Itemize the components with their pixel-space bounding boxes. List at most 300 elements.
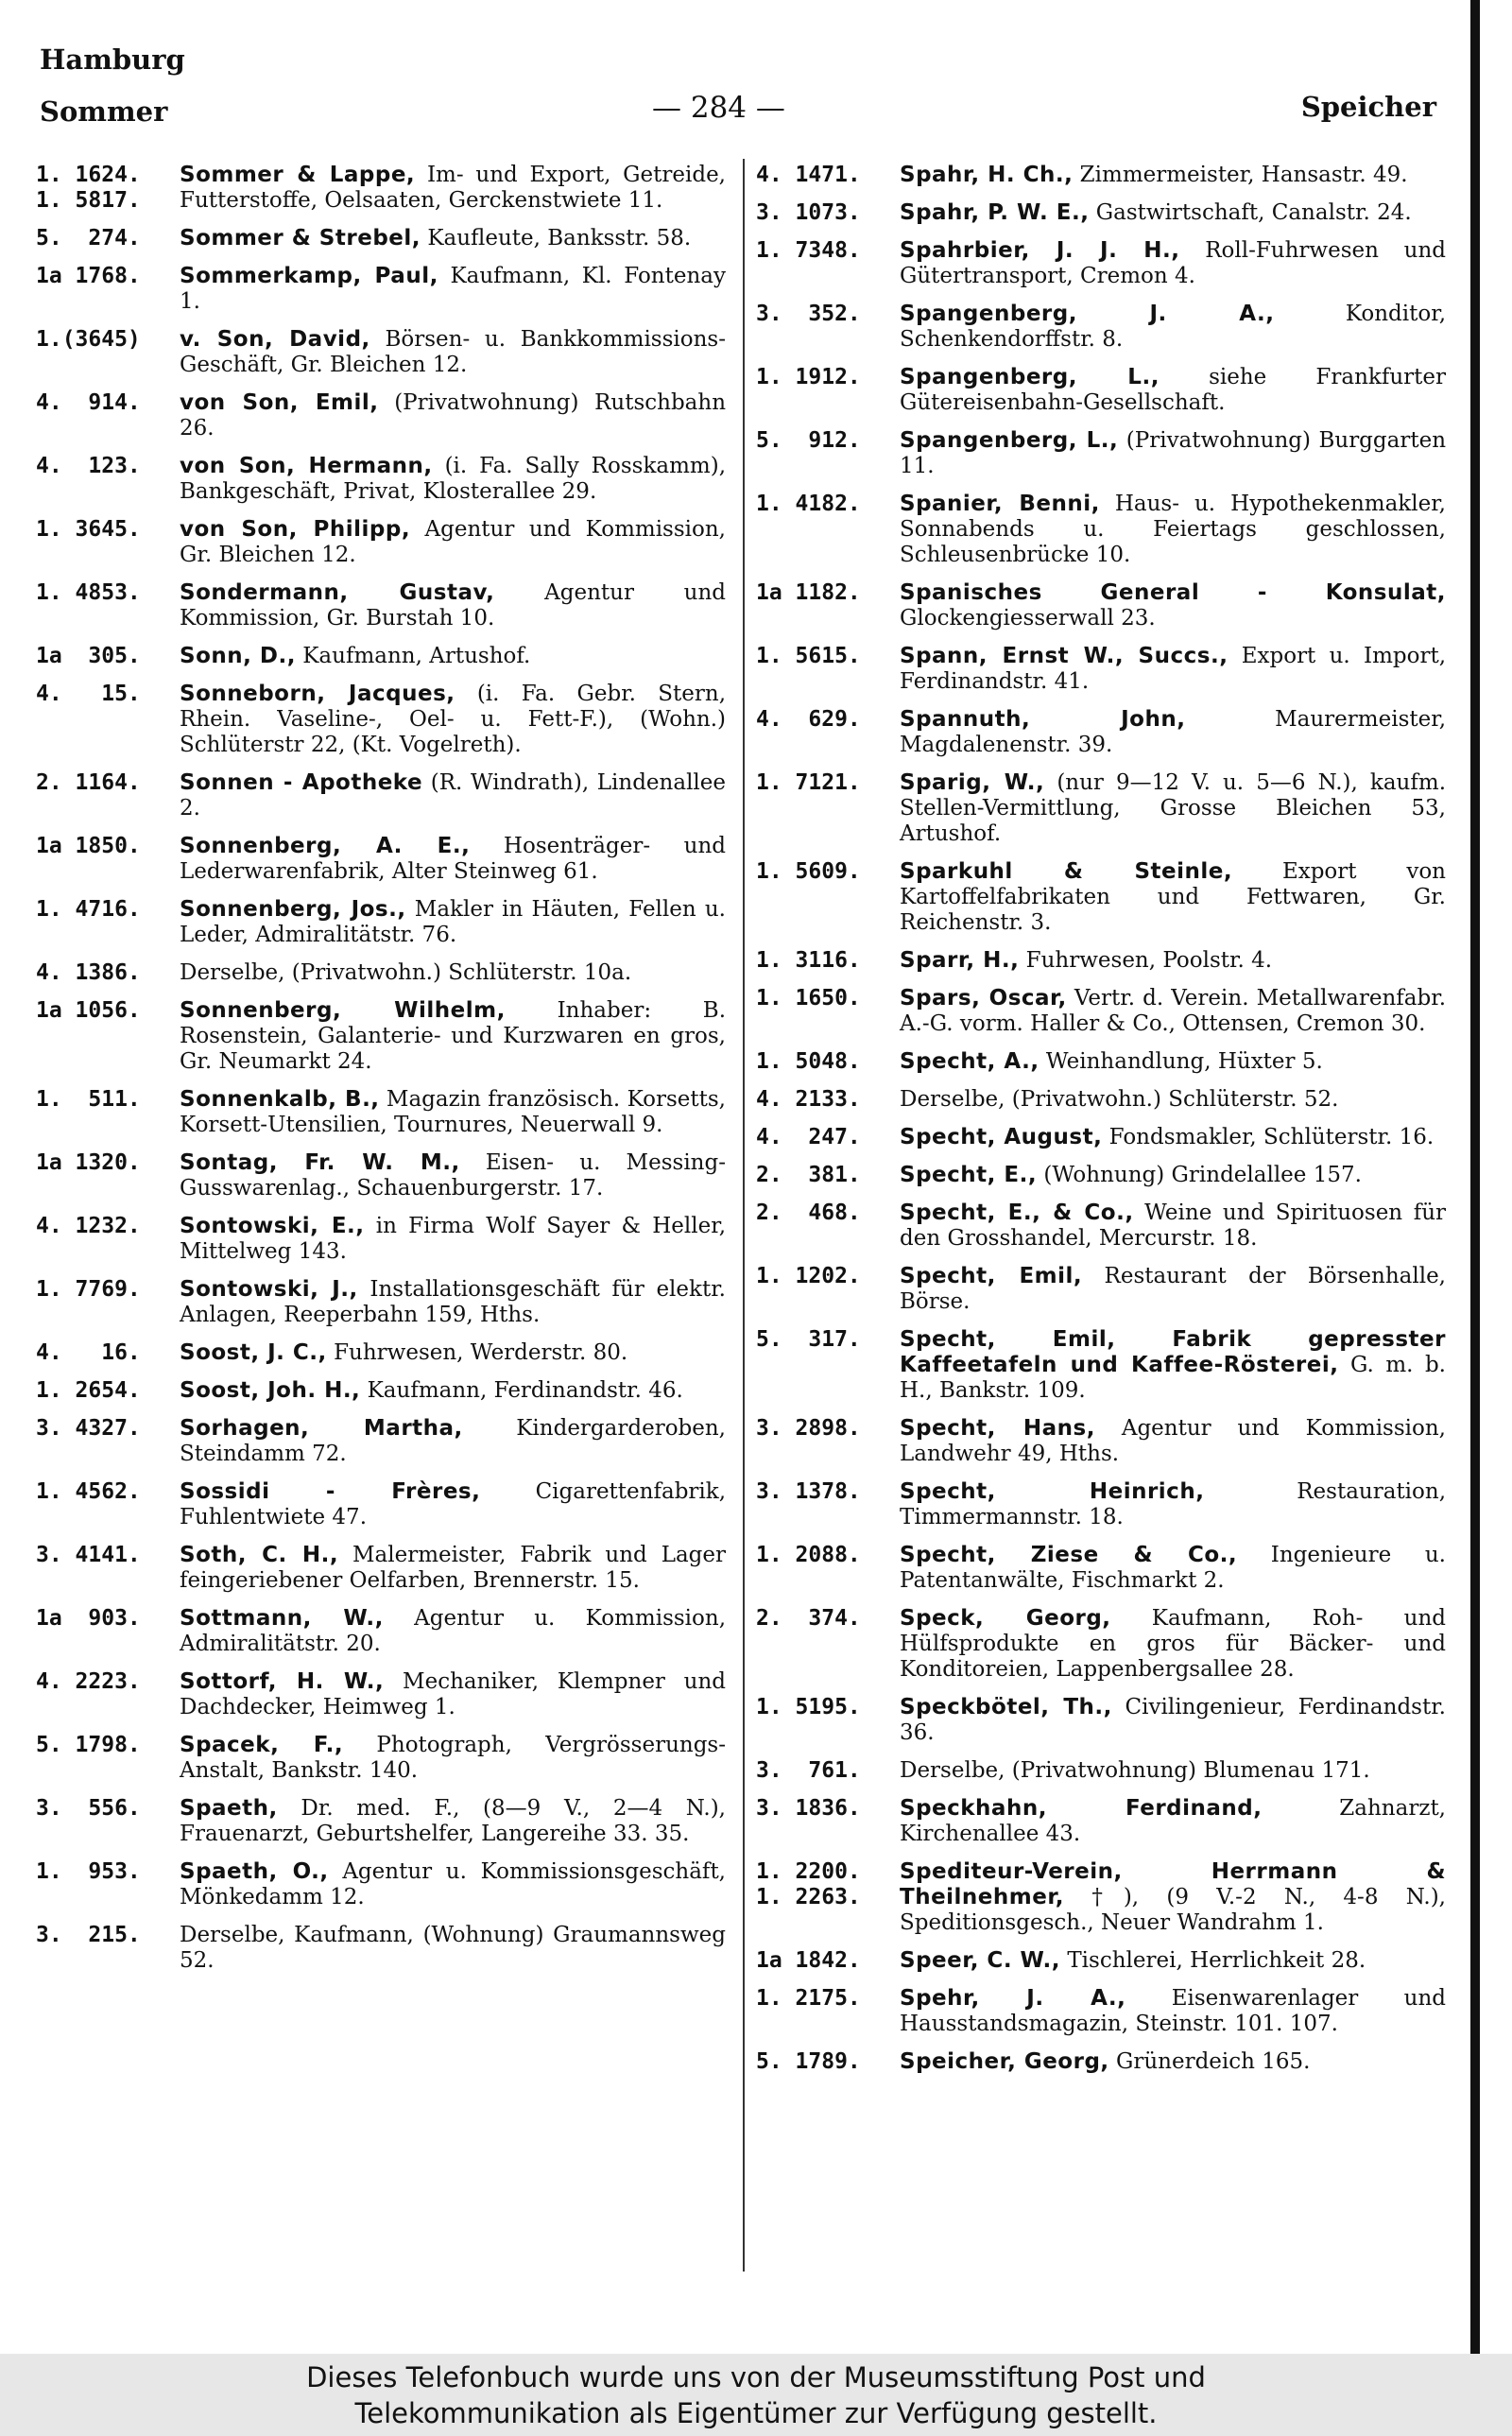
subscriber-name: Spangenberg, L., [900, 365, 1160, 389]
subscriber-details: Magazin französisch. Korsetts, Korsett-Utensilien, Tournures, Neuerwall 9. [180, 1087, 726, 1137]
subscriber-name: Sonnenkalb, B., [180, 1087, 380, 1112]
phone-number: 1. 4562. [36, 1479, 141, 1504]
directory-entry [756, 238, 1446, 289]
directory-entry [36, 834, 726, 885]
subscriber-name: Spann, Ernst W., Succs., [900, 644, 1228, 668]
directory-entry [756, 770, 1446, 847]
subscriber-name: von Son, Emil, [180, 390, 379, 415]
phone-number: 4. 123. [36, 454, 141, 478]
subscriber-details: †), (9 V.-2 N., 4-8 N.), Speditionsgesch., Neuer Wandrahm 1. [900, 1885, 1446, 1935]
directory-entry [36, 454, 726, 505]
entry-text [180, 998, 726, 1075]
directory-entry [756, 428, 1446, 479]
directory-entry [36, 327, 726, 378]
subscriber-details: Ingenieure u. Patentanwälte, Fischmarkt 2. [900, 1543, 1446, 1593]
phone-number: 1. 5048. [756, 1049, 861, 1074]
directory-entry [756, 1163, 1446, 1188]
phone-number: 1a 1842. [756, 1948, 861, 1973]
range-end-heading: Speicher [1300, 91, 1436, 123]
subscriber-details: Export von Kartoffelfabrikaten und Fettwaren, Gr. Reichenstr. 3. [900, 859, 1446, 935]
subscriber-name: Sonn, D., [180, 644, 296, 668]
entry-text [900, 1163, 1446, 1188]
entry-text [900, 948, 1446, 974]
subscriber-details: Grünerdeich 165. [1115, 2049, 1311, 2074]
directory-entry [36, 1669, 726, 1720]
range-start-heading: Sommer [40, 95, 168, 128]
subscriber-name: Speckhahn, Ferdinand, [900, 1796, 1263, 1821]
entry-text [180, 770, 726, 821]
phone-number: 1. 1650. [756, 986, 861, 1011]
phone-number: 3. 1073. [756, 200, 861, 225]
subscriber-details: Export u. Import, Ferdinandstr. 41. [900, 644, 1447, 694]
directory-entry [36, 1606, 726, 1657]
directory-entry [36, 682, 726, 758]
subscriber-name: Specht, Ziese & Co., [900, 1543, 1238, 1567]
entry-text [900, 1049, 1446, 1075]
entry-text [900, 770, 1446, 847]
subscriber-name: Specht, Hans, [900, 1416, 1095, 1441]
directory-entry [756, 1695, 1446, 1746]
entry-text [180, 1669, 726, 1720]
directory-entry [36, 390, 726, 441]
subscriber-name: Spahr, H. Ch., [900, 163, 1074, 187]
subscriber-name: Specht, A., [900, 1049, 1040, 1074]
phone-number: 1. 1624. 1. 5817. [36, 163, 141, 213]
entry-text [900, 1948, 1446, 1974]
phone-number: 1. 4716. [36, 897, 141, 922]
subscriber-details: Dr. med. F., (8—9 V., 2—4 N.), Frauenarzt, Geburtshelfer, Langereihe 33. 35. [180, 1796, 726, 1846]
directory-entry [36, 770, 726, 821]
subscriber-details: in Firma Wolf Sayer & Heller, Mittelweg 143. [180, 1214, 726, 1264]
subscriber-name: von Son, Hermann, [180, 454, 433, 478]
directory-entry [36, 1340, 726, 1366]
subscriber-details: Civilingenieur, Ferdinandstr. 36. [900, 1695, 1446, 1745]
directory-entry [756, 1416, 1446, 1467]
subscriber-name: Spanisches General - Konsulat, [900, 580, 1446, 605]
entry-text [900, 200, 1446, 226]
scan-page-edge [1470, 0, 1480, 2354]
phone-number: 3. 1378. [756, 1479, 861, 1504]
directory-entry [756, 1796, 1446, 1847]
subscriber-name: Sonnenberg, Wilhelm, [180, 998, 506, 1023]
entry-text [900, 1859, 1446, 1936]
city-heading: Hamburg [40, 43, 185, 76]
directory-entry [36, 1923, 726, 1974]
directory-entry [36, 1214, 726, 1265]
subscriber-name: Specht, Emil, Fabrik gepresster Kaffeetafeln und Kaffee-Rösterei, [900, 1327, 1446, 1377]
phone-number: 3. 2898. [756, 1416, 861, 1441]
phone-number: 4. 2223. [36, 1669, 141, 1694]
entry-text [900, 1087, 1446, 1113]
entry-text [900, 1758, 1446, 1784]
entry-text [180, 960, 726, 986]
subscriber-details: Kaufmann, Ferdinandstr. 46. [367, 1378, 683, 1403]
entry-text [900, 428, 1446, 479]
phone-number: 1. 5195. [756, 1695, 861, 1719]
entry-text [180, 1416, 726, 1467]
subscriber-details: Agentur und Kommission, Gr. Bleichen 12. [180, 517, 726, 567]
directory-entry [36, 1796, 726, 1847]
entry-text [180, 264, 726, 315]
subscriber-details: Cigarettenfabrik, Fuhlentwiete 47. [180, 1479, 727, 1529]
subscriber-details: Inhaber: B. Rosenstein, Galanterie- und Kurzwaren en gros, Gr. Neumarkt 24. [180, 998, 727, 1074]
entry-text [180, 517, 726, 568]
phone-number: 1a 1768. [36, 264, 141, 288]
entry-text [180, 834, 726, 885]
entry-text [180, 1859, 726, 1910]
phone-number: 1a 1320. [36, 1150, 141, 1175]
directory-entry [756, 644, 1446, 695]
phone-number: 3. 4327. [36, 1416, 141, 1441]
subscriber-details: Kaufmann, Kl. Fontenay 1. [180, 264, 726, 314]
subscriber-name: Spahrbier, J. J. H., [900, 238, 1180, 263]
entry-text [900, 1264, 1446, 1315]
subscriber-name: Specht, August, [900, 1125, 1103, 1149]
entry-text [180, 682, 726, 758]
subscriber-details: Börsen- u. Bankkommissions-Geschäft, Gr. Bleichen 12. [180, 327, 727, 377]
phone-number: 1. 953. [36, 1859, 141, 1884]
phone-number: 4. 247. [756, 1125, 861, 1149]
footer-line-2: Telekommunikation als Eigentümer zur Verfügung gestellt. [354, 2397, 1158, 2429]
subscriber-name: Spediteur-Verein, Herrmann & Theilnehmer, [900, 1859, 1446, 1909]
subscriber-details: Kaufleute, Banksstr. 58. [427, 226, 692, 251]
subscriber-name: Sommer & Strebel, [180, 226, 421, 251]
subscriber-details: Restaurant der Börsenhalle, Börse. [900, 1264, 1446, 1314]
phone-number: 2. 374. [756, 1606, 861, 1631]
subscriber-details: Gastwirtschaft, Canalstr. 24. [1095, 200, 1412, 225]
subscriber-details: Photograph, Vergrösserungs-Anstalt, Bankstr. 140. [180, 1733, 726, 1783]
subscriber-details: Kaufmann, Roh- und Hülfsprodukte en gros für Bäcker- und Konditoreien, Lappenbergsallee 28. [900, 1606, 1447, 1682]
entry-text [180, 1277, 726, 1328]
phone-number: 3. 4141. [36, 1543, 141, 1567]
phone-number: 1. 5615. [756, 644, 861, 668]
subscriber-details: Roll-Fuhrwesen und Gütertransport, Cremon 4. [900, 238, 1447, 288]
entry-text [180, 390, 726, 441]
subscriber-details: Konditor, Schenkendorffstr. 8. [900, 302, 1447, 352]
entry-text [900, 365, 1446, 416]
directory-entry [36, 1378, 726, 1404]
directory-entry [756, 1758, 1446, 1784]
phone-number: 4. 629. [756, 707, 861, 732]
subscriber-details: (nur 9—12 V. u. 5—6 N.), kaufm. Stellen-Vermittlung, Grosse Bleichen 53, Artushof. [900, 770, 1446, 846]
subscriber-name: Speckbötel, Th., [900, 1695, 1112, 1719]
subscriber-name: Spannuth, John, [900, 707, 1186, 732]
phone-number: 1. 7769. [36, 1277, 141, 1302]
phone-number: 1. 2200. 1. 2263. [756, 1859, 861, 1909]
subscriber-details: Eisen- u. Messing-Gusswarenlag., Schauenburgerstr. 17. [180, 1150, 726, 1201]
subscriber-name: Speicher, Georg, [900, 2049, 1109, 2074]
subscriber-details: Vertr. d. Verein. Metallwarenfabr. A.-G. vorm. Haller & Co., Ottensen, Cremon 30. [900, 986, 1447, 1036]
subscriber-name: Spahr, P. W. E., [900, 200, 1090, 225]
subscriber-details: Agentur und Kommission, Landwehr 49, Hths. [900, 1416, 1446, 1466]
subscriber-details: Derselbe, (Privatwohn.) Schlüterstr. 10a. [180, 960, 632, 985]
entry-text [180, 1479, 726, 1530]
entry-text [900, 2049, 1446, 2075]
subscriber-name: Spaeth, O., [180, 1859, 329, 1884]
entry-text [180, 897, 726, 948]
phone-number: 1. 3645. [36, 517, 141, 542]
subscriber-name: Spacek, F., [180, 1733, 344, 1757]
subscriber-details: Restauration, Timmermannstr. 18. [900, 1479, 1447, 1529]
subscriber-name: Sparkuhl & Steinle, [900, 859, 1233, 884]
phone-number: 1. 511. [36, 1087, 141, 1112]
subscriber-details: Haus- u. Hypothekenmakler, Sonnabends u. Feiertags geschlossen, Schleusenbrücke 10. [900, 492, 1446, 567]
phone-number: 1. 2175. [756, 1986, 861, 2011]
subscriber-name: Sontowski, E., [180, 1214, 365, 1238]
phone-number: 1.(3645) [36, 327, 141, 352]
directory-entry [756, 163, 1446, 188]
entry-text [900, 1125, 1446, 1150]
subscriber-name: Sonnenberg, Jos., [180, 897, 406, 922]
entry-text [900, 1796, 1446, 1847]
directory-entry [756, 365, 1446, 416]
phone-number: 5. 317. [756, 1327, 861, 1352]
phone-number: 3. 761. [756, 1758, 861, 1783]
entry-text [180, 1796, 726, 1847]
subscriber-name: Speck, Georg, [900, 1606, 1111, 1631]
subscriber-details: Weine und Spirituosen für den Grosshandel, Mercurstr. 18. [900, 1201, 1447, 1251]
directory-entry [36, 1416, 726, 1467]
phone-number: 3. 1836. [756, 1796, 861, 1821]
subscriber-details: Malermeister, Fabrik und Lager feingeriebener Oelfarben, Brennerstr. 15. [180, 1543, 727, 1593]
subscriber-details: Im- und Export, Getreide, Futterstoffe, Oelsaaten, Gerckenstwiete 11. [180, 163, 726, 213]
entry-text [900, 492, 1446, 568]
subscriber-name: Soost, Joh. H., [180, 1378, 361, 1403]
subscriber-name: Sontowski, J., [180, 1277, 358, 1302]
subscriber-details: G. m. b. H., Bankstr. 109. [900, 1353, 1446, 1403]
directory-entry [36, 1733, 726, 1784]
subscriber-name: Soost, J. C., [180, 1340, 327, 1365]
directory-entry [36, 163, 726, 214]
subscriber-name: Sonnen - Apotheke [180, 770, 423, 795]
directory-entry [756, 1479, 1446, 1530]
phone-number: 1a 305. [36, 644, 141, 668]
subscriber-name: Sonneborn, Jacques, [180, 682, 455, 706]
entry-text [180, 1214, 726, 1265]
subscriber-name: Sparr, H., [900, 948, 1020, 973]
subscriber-details: (R. Windrath), Lindenallee 2. [180, 770, 727, 821]
subscriber-details: (Wohnung) Grindelallee 157. [1043, 1163, 1362, 1187]
directory-entry [36, 517, 726, 568]
subscriber-details: Makler in Häuten, Fellen u. Leder, Admiralitätstr. 76. [180, 897, 726, 947]
phone-number: 5. 274. [36, 226, 141, 251]
footer-notice [0, 2354, 1512, 2436]
phone-number: 3. 215. [36, 1923, 141, 1947]
phone-number: 4. 16. [36, 1340, 141, 1365]
phone-number: 4. 914. [36, 390, 141, 415]
directory-entry [36, 264, 726, 315]
subscriber-name: Spars, Oscar, [900, 986, 1067, 1011]
phone-number: 1. 7121. [756, 770, 861, 795]
directory-entry [36, 1277, 726, 1328]
entry-text [900, 1986, 1446, 2037]
entry-text [180, 1733, 726, 1784]
directory-entry [756, 492, 1446, 568]
subscriber-details: Agentur u. Kommissionsgeschäft, Mönkedamm 12. [180, 1859, 726, 1909]
phone-number: 5. 1789. [756, 2049, 861, 2074]
phone-number: 1. 2088. [756, 1543, 861, 1567]
directory-entry [756, 1049, 1446, 1075]
subscriber-details: (Privatwohnung) Rutschbahn 26. [180, 390, 727, 441]
entry-text [180, 644, 726, 669]
footer-line-1: Dieses Telefonbuch wurde uns von der Museumsstiftung Post und [306, 2361, 1206, 2393]
phone-number: 1a 903. [36, 1606, 141, 1631]
subscriber-details: Kaufmann, Artushof. [302, 644, 531, 668]
phone-number: 4. 2133. [756, 1087, 861, 1112]
subscriber-name: Spangenberg, L., [900, 428, 1119, 453]
directory-entry [756, 1087, 1446, 1113]
directory-entry [36, 226, 726, 251]
subscriber-name: Spehr, J. A., [900, 1986, 1126, 2011]
phone-number: 1. 1912. [756, 365, 861, 389]
phone-number: 1. 3116. [756, 948, 861, 973]
phone-number: 4. 15. [36, 682, 141, 706]
subscriber-details: Eisenwarenlager und Hausstandsmagazin, Steinstr. 101. 107. [900, 1986, 1447, 2036]
subscriber-details: (Privatwohnung) Burggarten 11. [900, 428, 1447, 478]
subscriber-name: Sonnenberg, A. E., [180, 834, 471, 858]
directory-entry [36, 1150, 726, 1201]
entry-text [180, 1923, 726, 1974]
phone-number: 1. 5609. [756, 859, 861, 884]
subscriber-details: Installationsgeschäft für elektr. Anlagen, Reeperbahn 159, Hths. [180, 1277, 726, 1327]
phone-number: 4. 1232. [36, 1214, 141, 1238]
subscriber-details: Derselbe, (Privatwohn.) Schlüterstr. 52. [900, 1087, 1339, 1112]
entry-text [180, 1606, 726, 1657]
subscriber-details: Maurermeister, Magdalenenstr. 39. [900, 707, 1446, 757]
phone-number: 1. 2654. [36, 1378, 141, 1403]
entry-text [900, 1201, 1446, 1252]
directory-entry [756, 1948, 1446, 1974]
phone-number: 1. 7348. [756, 238, 861, 263]
subscriber-details: Hosenträger- und Lederwarenfabrik, Alter Steinweg 61. [180, 834, 727, 884]
entry-text [900, 1327, 1446, 1404]
directory-entry [36, 1087, 726, 1138]
directory-entry [756, 707, 1446, 758]
subscriber-name: Spangenberg, J. A., [900, 302, 1275, 326]
subscriber-details: Zahnarzt, Kirchenallee 43. [900, 1796, 1446, 1846]
entry-text [900, 707, 1446, 758]
subscriber-name: Spanier, Benni, [900, 492, 1100, 516]
phone-number: 5. 912. [756, 428, 861, 453]
subscriber-name: Sottorf, H. W., [180, 1669, 385, 1694]
subscriber-name: Specht, E., [900, 1163, 1038, 1187]
subscriber-name: von Son, Philipp, [180, 517, 411, 542]
subscriber-name: Sorhagen, Martha, [180, 1416, 463, 1441]
phone-number: 1a 1850. [36, 834, 141, 858]
directory-entry [36, 998, 726, 1075]
directory-entry [756, 1606, 1446, 1683]
subscriber-details: Glockengiesserwall 23. [900, 606, 1156, 631]
phone-number: 4. 1471. [756, 163, 861, 187]
entry-text [180, 1543, 726, 1594]
subscriber-details: Mechaniker, Klempner und Dachdecker, Heimweg 1. [180, 1669, 726, 1719]
subscriber-details: Fuhrwesen, Werderstr. 80. [334, 1340, 628, 1365]
directory-entry [756, 1543, 1446, 1594]
entry-text [180, 327, 726, 378]
phone-number: 1. 1202. [756, 1264, 861, 1288]
directory-entry [36, 580, 726, 631]
entry-text [900, 859, 1446, 936]
subscriber-name: Sontag, Fr. W. M., [180, 1150, 460, 1175]
entry-text [180, 1087, 726, 1138]
directory-entry [36, 644, 726, 669]
directory-entry [36, 897, 726, 948]
subscriber-name: Sommerkamp, Paul, [180, 264, 438, 288]
directory-entry [36, 1479, 726, 1530]
phone-number: 1a 1182. [756, 580, 861, 605]
entry-text [180, 1378, 726, 1404]
subscriber-details: Weinhandlung, Hüxter 5. [1045, 1049, 1323, 1074]
directory-entry [756, 986, 1446, 1037]
entry-text [180, 163, 726, 214]
subscriber-details: siehe Frankfurter Gütereisenbahn-Gesellschaft. [900, 365, 1446, 415]
subscriber-details: Fuhrwesen, Poolstr. 4. [1025, 948, 1273, 973]
directory-entry [756, 859, 1446, 936]
subscriber-details: (i. Fa. Gebr. Stern, Rhein. Vaseline-, Oel- u. Fett-F.), (Wohn.) Schlüterstr 22, (Kt. Vogelreth). [180, 682, 727, 757]
subscriber-name: Sondermann, Gustav, [180, 580, 495, 605]
subscriber-name: Specht, Emil, [900, 1264, 1083, 1288]
subscriber-name: Soth, C. H., [180, 1543, 339, 1567]
entry-text [900, 1479, 1446, 1530]
subscriber-name: Speer, C. W., [900, 1948, 1061, 1973]
entry-text [900, 238, 1446, 289]
subscriber-details: Kindergarderoben, Steindamm 72. [180, 1416, 726, 1466]
subscriber-name: Spaeth, [180, 1796, 278, 1821]
directory-entry [756, 580, 1446, 631]
phone-number: 1. 4853. [36, 580, 141, 605]
directory-entry [36, 1543, 726, 1594]
directory-entry [756, 302, 1446, 353]
entry-text [900, 302, 1446, 353]
entry-text [900, 1695, 1446, 1746]
subscriber-name: Specht, Heinrich, [900, 1479, 1205, 1504]
entry-text [180, 454, 726, 505]
subscriber-name: Sossidi - Frères, [180, 1479, 481, 1504]
entry-text [900, 163, 1446, 188]
subscriber-details: Zimmermeister, Hansastr. 49. [1079, 163, 1408, 187]
directory-entry [756, 200, 1446, 226]
entry-text [180, 226, 726, 251]
subscriber-details: Derselbe, Kaufmann, (Wohnung) Graumannsweg 52. [180, 1923, 726, 1973]
subscriber-details: Derselbe, (Privatwohnung) Blumenau 171. [900, 1758, 1370, 1783]
subscriber-details: Agentur und Kommission, Gr. Burstah 10. [180, 580, 727, 631]
phone-number: 2. 468. [756, 1201, 861, 1225]
directory-entry [36, 960, 726, 986]
entry-text [180, 1340, 726, 1366]
entry-text [900, 986, 1446, 1037]
subscriber-details: Fondsmakler, Schlüterstr. 16. [1108, 1125, 1435, 1149]
entry-text [900, 1606, 1446, 1683]
entry-text [180, 1150, 726, 1201]
column-divider [743, 159, 745, 2272]
left-column [36, 163, 726, 1986]
entry-text [900, 1416, 1446, 1467]
subscriber-details: Tischlerei, Herrlichkeit 28. [1067, 1948, 1366, 1973]
right-column [756, 163, 1446, 2087]
phone-number: 5. 1798. [36, 1733, 141, 1757]
directory-entry [756, 1125, 1446, 1150]
entry-text [900, 644, 1446, 695]
entry-text [900, 580, 1446, 631]
phone-number: 1a 1056. [36, 998, 141, 1023]
subscriber-details: (i. Fa. Sally Rosskamm), Bankgeschäft, Privat, Klosterallee 29. [180, 454, 727, 504]
directory-entry [756, 1986, 1446, 2037]
subscriber-name: Specht, E., & Co., [900, 1201, 1134, 1225]
phone-number: 3. 556. [36, 1796, 141, 1821]
phone-number: 2. 1164. [36, 770, 141, 795]
entry-text [900, 1543, 1446, 1594]
subscriber-name: v. Son, David, [180, 327, 370, 352]
